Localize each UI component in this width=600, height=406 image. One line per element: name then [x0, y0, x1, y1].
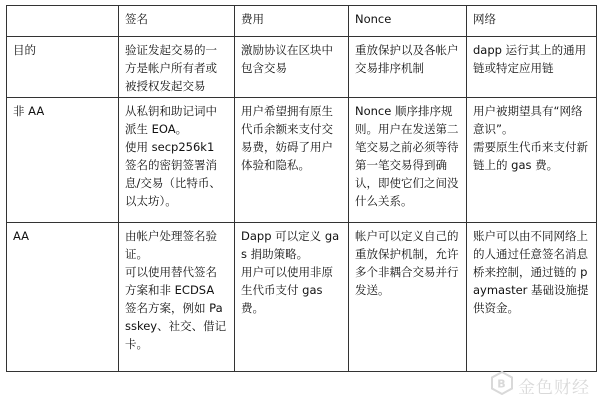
table-cell [467, 223, 597, 372]
cell-text: 使用 secp256k1 签名的密钥签署消息/交易（比特币、以太坊）。 [125, 140, 221, 208]
cell-text: 账户可以由不同网络上的人通过任意签名消息桥来控制，通过链的 paymaster 基础设施提供资金。 [473, 229, 589, 315]
watermark [490, 371, 590, 400]
table-cell [119, 37, 235, 98]
watermark-text: 金色财经 [518, 378, 590, 398]
cell-text: 需要原生代币来支付新链上的 gas 费。 [473, 140, 588, 172]
row-label: 非 AA [7, 98, 119, 223]
table-cell [467, 98, 597, 223]
table-cell [349, 37, 467, 98]
table-cell [349, 223, 467, 372]
table-cell [235, 98, 349, 223]
cell-text: 验证发起交易的一方是帐户所有者或被授权发起交易 [125, 43, 217, 93]
svg-text:B: B [497, 377, 507, 391]
cell-text: 用户希望拥有原生代币余额来支付交易费，妨碍了用户体验和隐私。 [241, 104, 333, 172]
jinse-logo-icon [490, 371, 514, 400]
cell-text: 用户被期望具有“网络意识”。 [473, 104, 583, 136]
header-cell-network: 网络 [467, 6, 597, 37]
cell-text: 帐户可以定义自己的重放保护机制，允许多个非耦合交易并行发送。 [355, 229, 459, 297]
cell-text: dapp 运行其上的通用链或特定应用链 [473, 43, 587, 75]
table-cell [119, 98, 235, 223]
cell-text: 重放保护以及各帐户交易排序机制 [355, 43, 459, 75]
cell-text: Dapp 可以定义 gas 捐助策略。 [241, 229, 340, 261]
header-cell-nonce: Nonce [349, 6, 467, 37]
header-cell-empty [7, 6, 119, 37]
table-cell [119, 223, 235, 372]
cell-text: 从私钥和助记词中派生 EOA。 [125, 104, 217, 136]
header-cell-signature: 签名 [119, 6, 235, 37]
cell-text: Nonce 顺序排序规则。用户在发送第二笔交易之前必须等待第一笔交易得到确认，即使它们之间没什么关系。 [355, 104, 459, 208]
table-cell [467, 37, 597, 98]
cell-text: 激励协议在区块中包含交易 [241, 43, 333, 75]
table-row [7, 37, 597, 98]
table-cell [235, 223, 349, 372]
header-cell-fee: 费用 [235, 6, 349, 37]
row-label: AA [7, 223, 119, 372]
cell-text: 用户可以使用非原生代币支付 gas 费。 [241, 265, 333, 315]
table-cell [349, 98, 467, 223]
table-cell [235, 37, 349, 98]
comparison-table [6, 5, 597, 372]
table-row [7, 223, 597, 372]
table-row [7, 98, 597, 223]
cell-text: 由帐户处理签名验证。 [125, 229, 217, 261]
header-row [7, 6, 597, 37]
cell-text: 可以使用替代签名方案和非 ECDSA 签名方案，例如 Passkey、社交、借记卡。 [125, 265, 227, 351]
row-label: 目的 [7, 37, 119, 98]
